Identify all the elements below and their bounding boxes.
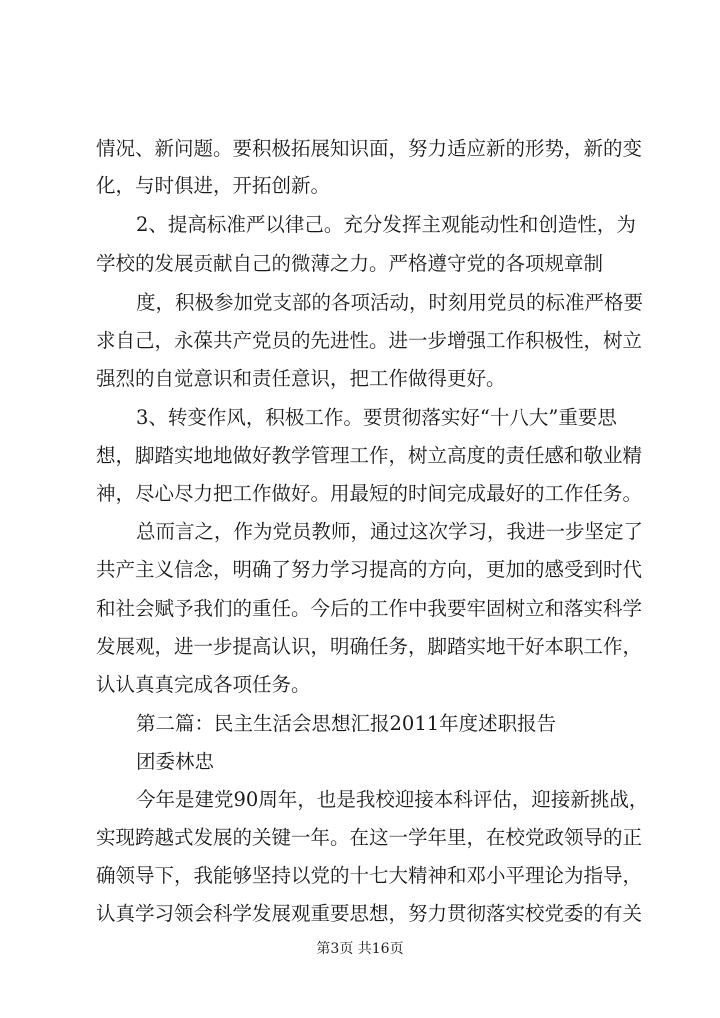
text-line: 想，脚踏实地地做好教学管理工作，树立高度的责任感和敬业精 bbox=[96, 444, 643, 467]
text-line: 发展观，进一步提高认识，明确任务，脚踏实地干好本职工作， bbox=[96, 635, 643, 658]
author-line: 团委林忠 bbox=[136, 750, 215, 773]
text-line: 实现跨越式发展的关键一年。在这一学年里，在校党政领导的正 bbox=[96, 826, 643, 849]
text-line: 确领导下，我能够坚持以党的十七大精神和邓小平理论为指导， bbox=[96, 864, 643, 887]
text-line: 2、提高标准严以律己。充分发挥主观能动性和创造性，为 bbox=[136, 213, 636, 236]
text-line: 化，与时俱进，开拓创新。 bbox=[96, 174, 331, 197]
text-line: 总而言之，作为党员教师，通过这次学习，我进一步坚定了 bbox=[136, 520, 644, 543]
text-line: 学校的发展贡献自己的微薄之力。严格遵守党的各项规章制 bbox=[96, 252, 604, 275]
text-line: 情况、新问题。要积极拓展知识面，努力适应新的形势，新的变 bbox=[96, 137, 643, 160]
text-line: 神，尽心尽力把工作做好。用最短的时间完成最好的工作任务。 bbox=[96, 482, 643, 505]
text-line: 强烈的自觉意识和责任意识，把工作做得更好。 bbox=[96, 367, 506, 390]
text-line: 求自己，永葆共产党员的先进性。进一步增强工作积极性，树立 bbox=[96, 329, 643, 352]
text-line: 今年是建党90周年，也是我校迎接本科评估，迎接新挑战， bbox=[136, 788, 649, 811]
text-line: 度，积极参加党支部的各项活动，时刻用党员的标准严格要 bbox=[136, 291, 644, 314]
text-line: 共产主义信念，明确了努力学习提高的方向，更加的感受到时代 bbox=[96, 558, 643, 581]
page-number-footer: 第3页 共16页 bbox=[316, 941, 404, 957]
text-line: 3、转变作风，积极工作。要贯彻落实好“十八大”重要思 bbox=[136, 406, 617, 429]
text-line: 认真学习领会科学发展观重要思想，努力贯彻落实校党委的有关 bbox=[96, 902, 643, 925]
text-line: 认认真真完成各项任务。 bbox=[96, 673, 311, 696]
text-line: 和社会赋予我们的重任。今后的工作中我要牢固树立和落实科学 bbox=[96, 597, 643, 620]
section-heading: 第二篇：民主生活会思想汇报2011年度述职报告 bbox=[136, 712, 557, 735]
